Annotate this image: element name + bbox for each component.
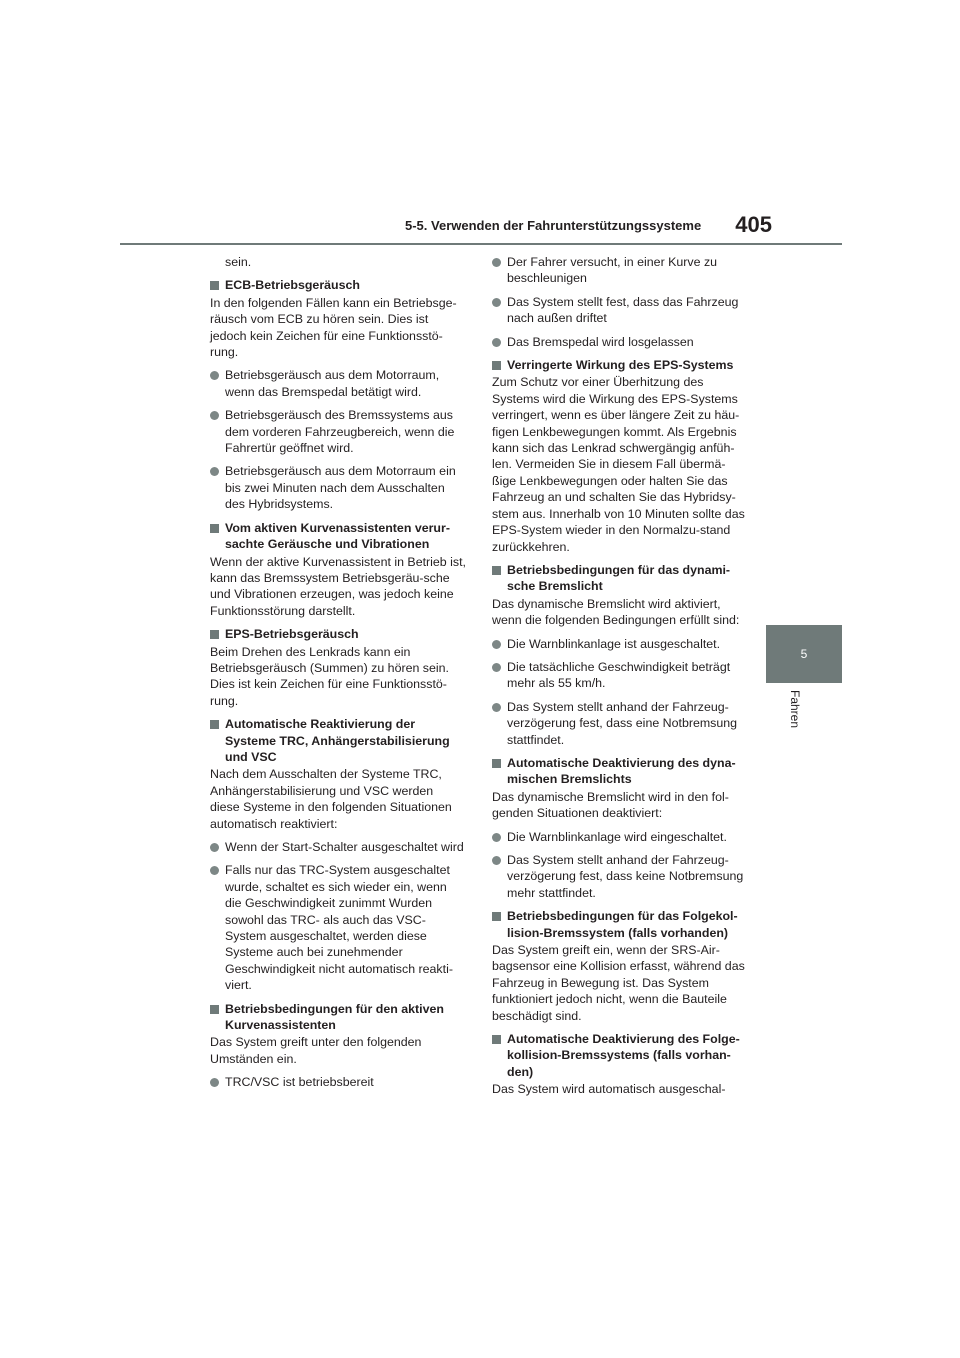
heading-folgekollision: Betriebsbedingungen für das Folgekol-lision-Bremssystem (falls vorhanden) — [492, 908, 748, 941]
bullet-bedingung-3: Das System stellt fest, dass das Fahrzeug nach außen driftet — [492, 294, 748, 327]
continued-text: sein. — [225, 255, 252, 269]
bullet-bremslicht-2: Die tatsächliche Geschwindigkeit beträgt mehr als 55 km/h. — [492, 659, 748, 692]
bullet-deaktivierung-2: Das System stellt anhand der Fahrzeug-verzögerung fest, dass keine Notbremsung mehr stattfindet. — [492, 852, 748, 901]
bullet-bremslicht-3: Das System stellt anhand der Fahrzeug-verzögerung fest, dass eine Notbremsung stattfindet. — [492, 699, 748, 748]
paragraph-kurvenassistent: Wenn der aktive Kurvenassistent in Betrieb ist, kann das Bremssystem Betriebsgeräu-sche und Vibrationen erzeugen, was jedoch keine Funktionsstörung darstellt. — [210, 554, 466, 618]
heading-kurvenassistent: Vom aktiven Kurvenassistenten verur-sachte Geräusche und Vibrationen — [210, 520, 466, 553]
right-column — [492, 254, 748, 1105]
paragraph-betriebsbedingungen-kurven: Das System greift unter den folgenden Umständen ein. — [210, 1035, 422, 1066]
bullet-bedingung-1: TRC/VSC ist betriebsbereit — [210, 1074, 466, 1090]
bullet-reaktivierung-2: Falls nur das TRC-System ausgeschaltet wurde, schaltet es sich wieder ein, wenn die Geschwindigkeit zunimmt Wurden sowohl das TRC- als auch das VSC-System ausgeschaltet, werden diese Systeme auch bei zunehmender Geschwindigkeit nicht automatisch reakti-viert. — [210, 862, 466, 993]
bullet-reaktivierung-1: Wenn der Start-Schalter ausgeschaltet wird — [210, 839, 466, 855]
chapter-tab[interactable] — [766, 625, 842, 683]
bullet-bremslicht-1: Die Warnblinkanlage ist ausgeschaltet. — [492, 636, 748, 652]
heading-dynamisches-bremslicht: Betriebsbedingungen für das dynami-sche Bremslicht — [492, 562, 748, 595]
bullet-ecb-3: Betriebsgeräusch aus dem Motorraum ein bis zwei Minuten nach dem Ausschalten des Hybridsystems. — [210, 463, 466, 512]
heading-deaktivierung-bremslicht: Automatische Deaktivierung des dyna-mischen Bremslichts — [492, 755, 748, 788]
bullet-ecb-2: Betriebsgeräusch des Bremssystems aus dem vorderen Fahrzeugbereich, wenn die Fahrertür geöffnet wird. — [210, 407, 466, 456]
paragraph-deaktivierung-bremslicht: Das dynamische Bremslicht wird in den fol-genden Situationen deaktiviert: — [492, 789, 729, 821]
paragraph-eps-wirkung: Zum Schutz vor einer Überhitzung des Systems wird die Wirkung des EPS-Systems verringert, wenn es über längere Zeit zu häu-figen Lenkbewegungen kommt. Als Ergebnis kann sich das Lenkrad schwergängig anfüh-len. Vermeiden Sie in diesem Fall übermä-ßige Lenkbewegungen oder halten Sie das Fahrzeug an und schalten Sie das Hybridsy-stem aus. Innerhalb von 10 Minuten sollte das EPS-System wieder in den Normalzu-stand zurückkehren. — [492, 375, 745, 554]
header-divider — [120, 243, 842, 245]
paragraph-ecb: In den folgenden Fällen kann ein Betriebsge-räusch vom ECB zu hören sein. Dies ist jedoch kein Zeichen für eine Funktionsstö-rung. — [210, 295, 457, 360]
paragraph-folgekollision: Das System greift ein, wenn der SRS-Air-bagsensor eine Kollision erfasst, während das Fahrzeug in Bewegung ist. Das System funktioniert jedoch nicht, wenn die Bauteile beschädigt sind. — [492, 943, 745, 1023]
page-number: 405 — [735, 212, 772, 237]
heading-ecb: ECB-Betriebsgeräusch — [210, 277, 466, 293]
chapter-tab-label: Fahren — [788, 690, 802, 729]
paragraph-folgekollision-deaktivierung: Das System wird automatisch ausgeschal- — [492, 1082, 726, 1097]
heading-betriebsbedingungen-kurven: Betriebsbedingungen für den aktiven Kurvenassistenten — [210, 1001, 466, 1034]
left-column — [210, 254, 466, 1098]
heading-eps-wirkung: Verringerte Wirkung des EPS-Systems — [492, 357, 748, 373]
bullet-bedingung-2: Der Fahrer versucht, in einer Kurve zu beschleunigen — [492, 254, 748, 287]
bullet-bedingung-4: Das Bremspedal wird losgelassen — [492, 334, 748, 350]
heading-reaktivierung: Automatische Reaktivierung der Systeme TRC, Anhängerstabilisierung und VSC — [210, 716, 466, 765]
chapter-tab-number: 5 — [800, 647, 808, 661]
paragraph-reaktivierung: Nach dem Ausschalten der Systeme TRC, Anhängerstabilisierung und VSC werden diese Systeme in den folgenden Situationen automatisch reaktiviert: — [210, 767, 452, 831]
chapter-title: 5-5. Verwenden der Fahrunterstützungssysteme — [405, 218, 702, 233]
heading-eps: EPS-Betriebsgeräusch — [210, 626, 466, 642]
paragraph-dynamisches-bremslicht: Das dynamische Bremslicht wird aktiviert, wenn die folgenden Bedingungen erfüllt sind: — [492, 596, 740, 628]
bullet-deaktivierung-1: Die Warnblinkanlage wird eingeschaltet. — [492, 829, 748, 845]
paragraph-eps: Beim Drehen des Lenkrads kann ein Betriebsgeräusch (Summen) zu hören sein. Dies ist kein Zeichen für eine Funktionsstö-rung. — [210, 644, 449, 708]
bullet-ecb-1: Betriebsgeräusch aus dem Motorraum, wenn das Bremspedal betätigt wird. — [210, 367, 466, 400]
heading-folgekollision-deaktivierung: Automatische Deaktivierung des Folge-kollision-Bremssystems (falls vorhan-den) — [492, 1031, 748, 1080]
